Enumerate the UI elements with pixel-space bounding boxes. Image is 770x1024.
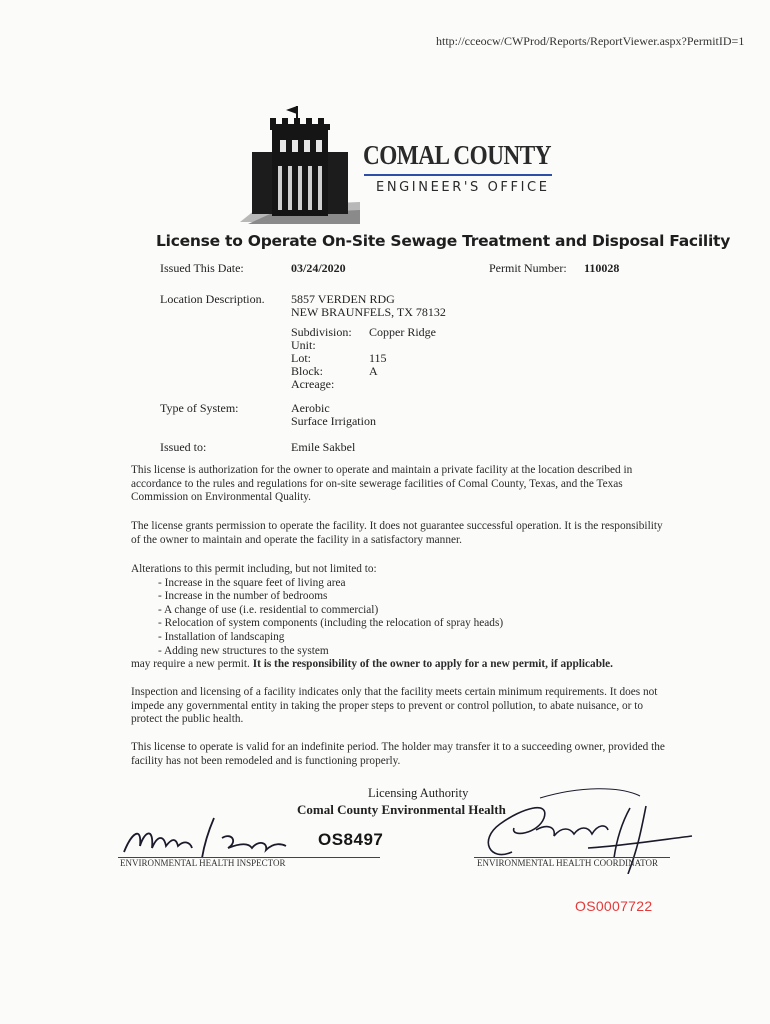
report-url: http://cceocw/CWProd/Reports/ReportViewer.aspx?PermitID=1 — [436, 34, 745, 48]
lot-value: 115 — [369, 351, 387, 365]
letterhead-rule — [364, 174, 552, 176]
subdivision-value: Copper Ridge — [369, 325, 436, 339]
permit-number-label: Permit Number: — [489, 261, 567, 275]
licensing-authority-name: Comal County Environmental Health — [297, 802, 506, 817]
document-title: License to Operate On-Site Sewage Treatment and Disposal Facility — [156, 232, 731, 250]
alterations-section — [131, 563, 671, 672]
inspection-text: Inspection and licensing of a facility indicates only that the facility meets certain minimum requirements. It does not impede any governmental entity in taking the proper steps to prevent or control pollution, to abate nuisance, or to protect the public health. — [131, 686, 658, 726]
stamp-number: OS0007722 — [575, 898, 653, 914]
lot-label: Lot: — [291, 351, 311, 365]
issued-to-label: Issued to: — [160, 440, 207, 454]
authorization-paragraph — [131, 464, 671, 505]
system-type-line-2: Surface Irrigation — [291, 414, 376, 428]
inspector-title: ENVIRONMENTAL HEALTH INSPECTOR — [120, 858, 286, 868]
list-item: - A change of use (i.e. residential to commercial) — [158, 604, 671, 618]
letterhead-name: COMAL COUNTY — [363, 140, 551, 170]
acreage-label: Acreage: — [291, 377, 335, 391]
subdivision-label: Subdivision: — [291, 325, 352, 339]
permission-paragraph — [131, 520, 671, 547]
inspector-license-number: OS8497 — [318, 830, 384, 849]
system-type-label: Type of System: — [160, 401, 239, 415]
block-label: Block: — [291, 364, 323, 378]
authorization-text: This license is authorization for the owner to operate and maintain a private facility at the location described in accordance to the rules and regulations for on-site sewerage facilities of Comal County, Texas, and the Texas Commission on Environmental Quality. — [131, 464, 633, 504]
letterhead-office: ENGINEER'S OFFICE — [376, 180, 550, 195]
validity-paragraph — [131, 741, 671, 768]
system-type-line-1: Aerobic — [291, 401, 330, 415]
licensing-authority-label: Licensing Authority — [368, 786, 469, 800]
inspection-paragraph — [131, 686, 671, 727]
coordinator-title: ENVIRONMENTAL HEALTH COORDINATOR — [477, 858, 658, 868]
address-line-1: 5857 VERDEN RDG — [291, 292, 395, 306]
list-item: - Increase in the square feet of living area — [158, 577, 671, 591]
list-item: - Increase in the number of bedrooms — [158, 590, 671, 604]
issued-date-label: Issued This Date: — [160, 261, 244, 275]
alterations-conclusion — [131, 658, 671, 672]
alterations-tail: may require a new permit. — [131, 658, 250, 671]
list-item: - Relocation of system components (including the relocation of spray heads) — [158, 617, 671, 631]
address-line-2: NEW BRAUNFELS, TX 78132 — [291, 305, 446, 319]
permission-text: The license grants permission to operate the facility. It does not guarantee successful operation. It is the responsibility of the owner to maintain and operate the facility in a satisfactory manner. — [131, 520, 663, 546]
list-item: - Adding new structures to the system — [158, 645, 671, 659]
alterations-intro: Alterations to this permit including, but not limited to: — [131, 563, 377, 575]
list-item: - Installation of landscaping — [158, 631, 671, 645]
issued-date-value: 03/24/2020 — [291, 261, 346, 275]
block-value: A — [369, 364, 378, 378]
location-label: Location Description. — [160, 292, 265, 306]
courthouse-logo-icon — [240, 106, 360, 224]
issued-to-value: Emile Sakbel — [291, 440, 356, 454]
owner-responsibility: It is the responsibility of the owner to apply for a new permit, if applicable. — [252, 658, 613, 671]
alterations-list — [158, 577, 671, 659]
validity-text: This license to operate is valid for an indefinite period. The holder may transfer it to a succeeding owner, provided the facility has not been remodeled and is functioning properly. — [131, 741, 665, 767]
unit-label: Unit: — [291, 338, 316, 352]
permit-number-value: 110028 — [584, 261, 620, 275]
